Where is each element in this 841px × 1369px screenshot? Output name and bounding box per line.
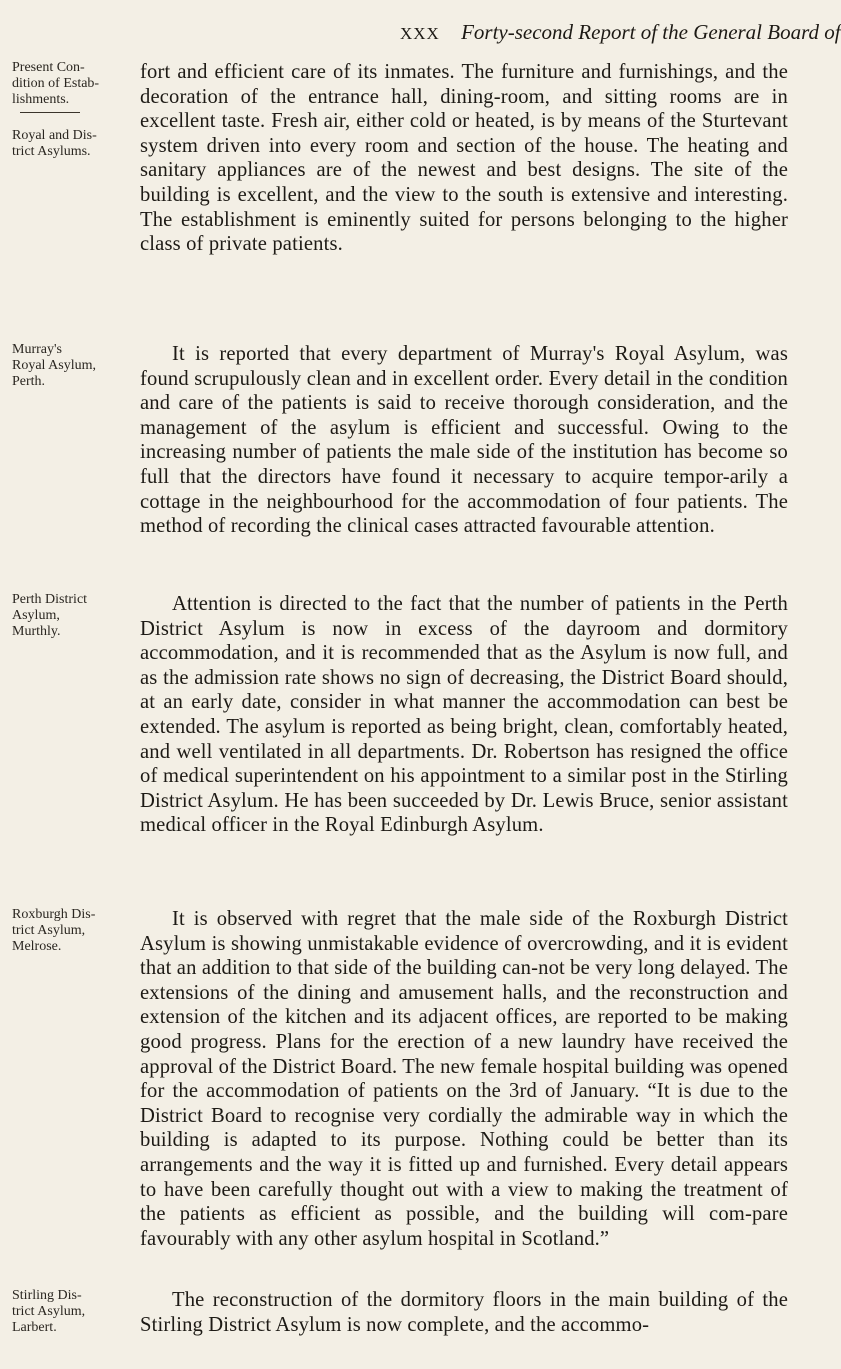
margin-divider — [20, 112, 80, 113]
margin-note-present-condition: Present Con- dition of Estab- lishments. — [12, 60, 100, 107]
running-header — [400, 20, 841, 45]
paragraph-murrays-asylum: It is reported that every department of Murray's Royal Asylum, was found scrupulously clean and in excellent order. Every detail in the condition and care of the patients is said to receive thorough consideration, and the management of the asylum is efficient and successful. Owing to the increasing number of patients the male side of the institution has become so full that the directors have found it necessary to acquire tempor-arily a cottage in the neighbourhood for the accommodation of four patients. The method of recording the clinical cases attracted favourable attention. — [140, 343, 788, 538]
paragraph-stirling: The reconstruction of the dormitory floors in the main building of the Stirling District Asylum is now complete, and the accommo- — [140, 1289, 788, 1336]
margin-note-perth-district-asylum: Perth District Asylum, Murthly. — [12, 592, 88, 639]
margin-note-stirling-asylum: Stirling Dis- trict Asylum, Larbert. — [12, 1288, 86, 1335]
paragraph-roxburgh: It is observed with regret that the male side of the Roxburgh District Asylum is showing unmistakable evidence of overcrowding, and it is evident that an addition to that side of the building can-not be very long delayed. The extensions of the dining and amusement halls, and the reconstruction and extension of the kitchen and its adjacent offices, are reported to be making good progress. Plans for the erection of a new laundry have received the approval of the District Board. The new female hospital building was opened for the accommodation of patients on the 3rd of January. “It is due to the District Board to recognise very cordially the admirable way in which the building is adapted to its purpose. Nothing could be better than its arrangements and the way it is fitted up and furnished. Every detail appears to have been carefully thought out with a view to making the treatment of the patients as efficient as possible, and the building will com-pare favourably with any other asylum hospital in Scotland.” — [140, 908, 788, 1250]
margin-note-murrays-asylum: Murray's Royal Asylum, Perth. — [12, 342, 97, 389]
paragraph-perth-district: Attention is directed to the fact that the number of patients in the Perth District Asylum is now in excess of the dayroom and dormitory accommodation, and it is recommended that as the Asylum is now full, and as the admission rate shows no sign of decreasing, the District Board should, at an early date, consider in what manner the accommodation can best be extended. The asylum is reported as being bright, clean, comfortably heated, and well ventilated in all departments. Dr. Robertson has resigned the office of medical superintendent on his appointment to a similar post in the Stirling District Asylum. He has been succeeded by Dr. Lewis Bruce, senior assistant medical officer in the Royal Edinburgh Asylum. — [140, 593, 788, 837]
margin-note-royal-district-asylums: Royal and Dis- trict Asylums. — [12, 128, 97, 159]
margin-note-roxburgh-asylum: Roxburgh Dis- trict Asylum, Melrose. — [12, 907, 96, 954]
paragraph-present-condition: fort and efficient care of its inmates. The furniture and furnishings, and the decoration of the entrance hall, dining-room, and sitting rooms are in excellent taste. Fresh air, either cold or heated, is by means of the Sturtevant system driven into every room and section of the house. The heating and sanitary appliances are of the newest and best designs. The site of the building is excellent, and the view to the south is extensive and interesting. The establishment is eminently suited for persons belonging to the higher class of private patients. — [140, 61, 788, 256]
page-number: XXX — [400, 24, 440, 43]
running-title: Forty-second Report of the General Board of — [461, 20, 841, 44]
